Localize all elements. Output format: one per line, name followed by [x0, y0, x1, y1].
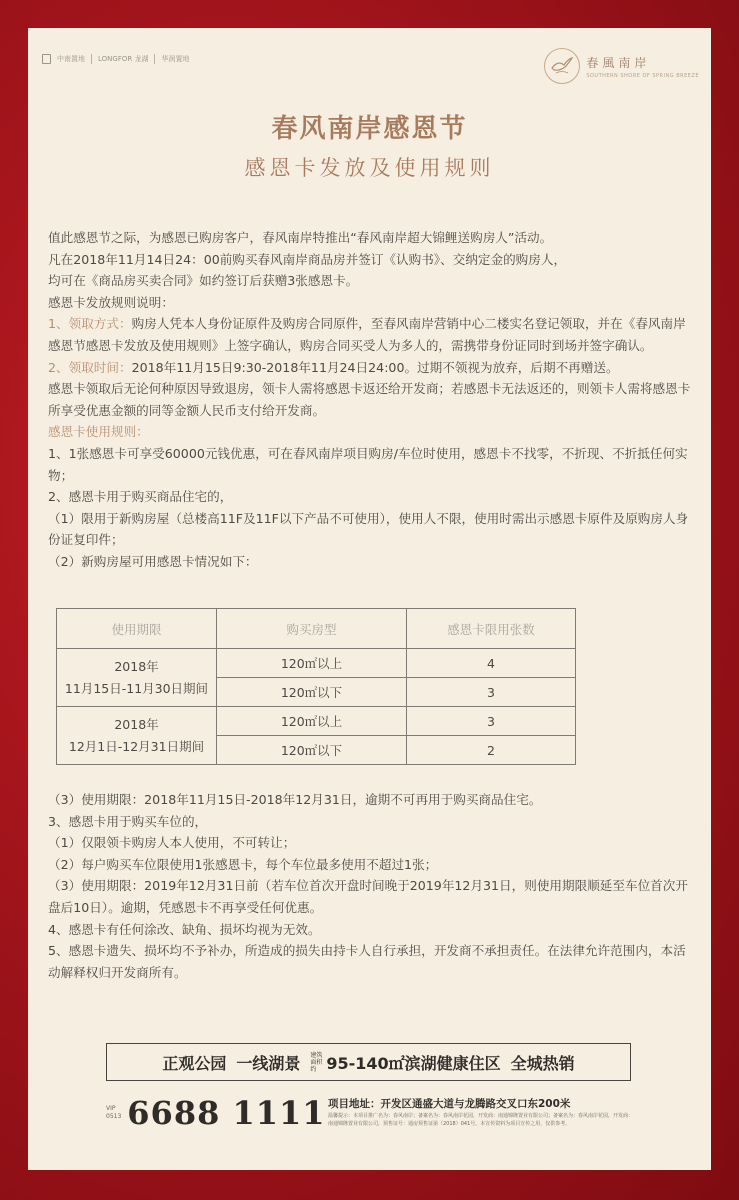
table-row — [57, 707, 576, 736]
banner-text-2: 一线湖景 — [236, 1053, 301, 1073]
rules-body-bottom — [48, 789, 695, 983]
intro-line: 凡在2018年11月14日24：00前购买春风南岸商品房并签订《认购书》、交纳定金的购房人， — [48, 251, 567, 267]
vip-hotline — [106, 1094, 326, 1132]
usage-3: 3、感恩卡用于购买车位的， — [48, 813, 208, 829]
promo-banner — [106, 1043, 631, 1081]
intro-line: 值此感恩节之际，为感恩已购房客户，春风南岸特推出“春风南岸超大锦鲤送购房人”活动。 — [48, 230, 553, 245]
period-range: 12月1日-12月31日期间 — [68, 738, 205, 754]
card-count-cell: 2 — [407, 736, 576, 765]
room-type-cell: 120㎡以下 — [217, 736, 407, 765]
area-code: 0513 — [106, 1113, 122, 1120]
rule-1 — [48, 313, 695, 356]
fine-print: 温馨提示：本项目推广名为：春风南岸；备案名为：春风南岸花园，开发商：南通锦隆置业有限公司；备案名为：春风南岸花园，开发商：南通锦隆置业有限公司，预售证号：通房预售证第（2018）041号。本宣传资料为项目宣传之用，仅供参考。 — [328, 1113, 634, 1127]
divider — [154, 54, 155, 64]
usage-3-1: （1）仅限领卡购房人本人使用，不可转让； — [48, 835, 296, 851]
banner-area-label: 建筑面积约 — [310, 1051, 323, 1073]
banner-text-3: 95-140㎡滨湖健康住区 — [326, 1053, 501, 1073]
developer-logos — [42, 54, 189, 64]
intro-line: 感恩卡发放规则说明： — [48, 294, 174, 310]
usage-2-3: （3）使用期限：2018年11月15日-2018年12月31日，逾期不可再用于购买商品住宅。 — [48, 792, 542, 807]
card-count-cell: 3 — [407, 678, 576, 707]
rule-2-extra: 感恩卡领取后无论何种原因导致退房，领卡人需将感恩卡返还给开发商；若感恩卡无法返还的，则领卡人需将感恩卡所享受优惠金额的同等金额人民币支付给开发商。 — [48, 381, 691, 418]
phone-number[interactable]: 6688 1111 — [127, 1094, 326, 1132]
room-type-cell: 120㎡以下 — [217, 678, 407, 707]
rule-1-text: 购房人凭本人身份证原件及购房合同原件，至春风南岸营销中心二楼实名登记领取，并在《春风南岸感恩节感恩卡发放及使用规则》上签字确认，购房合同买受人为多人的，需携带身份证同时到场并签字确认。 — [48, 316, 686, 353]
period-year: 2018年 — [114, 716, 159, 732]
rules-body-top — [48, 227, 695, 573]
project-name: 春風南岸 — [586, 55, 651, 70]
banner-text-1: 正观公园 — [162, 1053, 227, 1073]
usage-heading: 感恩卡使用规则： — [48, 424, 149, 440]
card-count-cell: 4 — [407, 649, 576, 678]
usage-4: 4、感恩卡有任何涂改、缺角、损坏均视为无效。 — [48, 921, 321, 937]
intro-line: 均可在《商品房买卖合同》如约签订后获赠3张感恩卡。 — [48, 273, 359, 289]
project-name-en: SOUTHERN SHORE OF SPRING BREEZE — [586, 72, 699, 79]
rule-1-heading: 1、领取方式： — [48, 316, 132, 332]
table-row — [57, 649, 576, 678]
page-title: 春风南岸感恩节 — [271, 114, 468, 144]
vip-label: VIP — [106, 1105, 116, 1112]
poster — [28, 28, 711, 1170]
period-cell — [57, 707, 217, 765]
usage-3-3: （3）使用期限：2019年12月31日前（若车位首次开盘时间晚于2019年12月31日，则使用期限顺延至车位首次开盘后10日）。逾期，凭感恩卡不再享受任何优惠。 — [48, 878, 688, 915]
brand-mark-icon — [42, 54, 51, 64]
brand-left-3: 华润置地 — [161, 55, 190, 63]
brand-left-1: 中南置地 — [57, 55, 85, 63]
usage-5: 5、感恩卡遗失、损坏均不予补办，所造成的损失由持卡人自行承担，开发商不承担责任。在法律允许范围内，本活动解释权归开发商所有。 — [48, 943, 686, 980]
divider — [91, 54, 92, 64]
usage-2: 2、感恩卡用于购买商品住宅的， — [48, 489, 233, 505]
period-year: 2018年 — [114, 658, 159, 674]
brand-left-2: LONGFOR 龙湖 — [98, 55, 149, 63]
usage-3-2: （2）每户购买车位限使用1张感恩卡，每个车位最多使用不超过1张； — [48, 856, 438, 872]
room-type-cell: 120㎡以上 — [217, 649, 407, 678]
usage-2-2: （2）新购房屋可用感恩卡情况如下： — [48, 553, 258, 569]
room-type-cell: 120㎡以上 — [217, 707, 407, 736]
page-subtitle: 感恩卡发放及使用规则 — [244, 156, 495, 180]
card-count-cell: 3 — [407, 707, 576, 736]
column-header: 使用期限 — [57, 609, 217, 649]
usage-1: 1、1张感恩卡可享受60000元钱优惠，可在春风南岸项目购房/车位时使用，感恩卡不找零，不折现、不折抵任何实物； — [48, 445, 688, 483]
rule-2-text: 2018年11月15日9:30-2018年11月24日24:00。过期不领视为放弃，后期不再赠送。 — [131, 359, 619, 375]
swallow-logo-icon — [544, 48, 580, 84]
banner-text-4: 全城热销 — [510, 1053, 575, 1073]
column-header: 购买房型 — [217, 609, 407, 649]
period-cell — [57, 649, 217, 707]
table-header-row — [57, 609, 576, 649]
usage-2-1: （1）限用于新购房屋（总楼高11F及11F以下产品不可使用），使用人不限，使用时需出示感恩卡原件及原购房人身份证复印件； — [48, 510, 689, 548]
column-header: 感恩卡限用张数 — [407, 609, 576, 649]
project-logo — [544, 48, 699, 84]
rule-2-heading: 2、领取时间： — [48, 359, 132, 375]
card-usage-table — [56, 608, 576, 765]
rule-2 — [48, 357, 695, 379]
period-range: 11月15日-11月30日期间 — [64, 680, 209, 696]
project-address: 项目地址：开发区通盛大道与龙腾路交叉口东200米 — [328, 1098, 571, 1110]
